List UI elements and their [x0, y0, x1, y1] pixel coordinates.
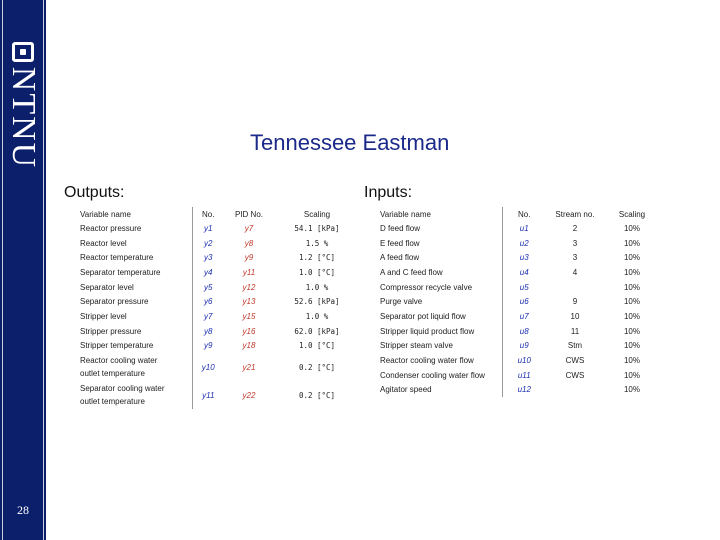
input-variable-name: Stripper liquid product flow	[378, 324, 502, 339]
output-scaling: 1.0 %	[305, 282, 329, 292]
outputs-row	[78, 309, 360, 324]
input-stream-no: 3	[572, 253, 578, 263]
output-variable-name	[78, 280, 192, 295]
input-no: u1	[519, 223, 529, 233]
output-variable-name-line: Separator cooling water	[80, 384, 165, 394]
inputs-col-scaling: Scaling	[618, 209, 646, 219]
output-variable-name-line: Separator temperature	[80, 267, 161, 277]
input-stream-no: 2	[572, 223, 578, 233]
page-number: 28	[17, 503, 29, 517]
sidebar	[0, 0, 46, 540]
input-no: u12	[517, 385, 531, 395]
outputs-row	[78, 280, 360, 295]
output-variable-name-line: Reactor level	[80, 238, 127, 248]
inputs-row	[378, 353, 660, 368]
output-variable-name	[78, 339, 192, 354]
input-no: u3	[519, 253, 529, 263]
inputs-row	[378, 324, 660, 339]
inputs-row	[378, 368, 660, 383]
outputs-header-row	[78, 207, 360, 221]
inputs-table	[378, 207, 660, 397]
input-variable-name: A feed flow	[378, 250, 502, 265]
input-variable-name: Reactor cooling water flow	[378, 353, 502, 368]
output-variable-name-line: outlet temperature	[80, 369, 145, 379]
input-stream-no: Stm	[567, 341, 583, 351]
output-no: y3	[204, 253, 213, 263]
output-scaling: 52.6 [kPa]	[294, 297, 340, 307]
output-variable-name	[78, 353, 192, 381]
input-variable-name: Agitator speed	[378, 383, 502, 398]
outputs-col-variable-name: Variable name	[78, 207, 192, 221]
input-scaling: 10%	[623, 311, 640, 321]
outputs-row	[78, 236, 360, 251]
output-variable-name-line: Reactor cooling water	[80, 356, 158, 366]
output-variable-name-line: Stripper temperature	[80, 341, 154, 351]
input-stream-no	[546, 280, 604, 295]
output-variable-name-line: Stripper level	[80, 311, 127, 321]
inputs-row	[378, 280, 660, 295]
input-scaling: 10%	[623, 253, 640, 263]
ntnu-logo-icon	[12, 42, 34, 62]
input-variable-name: Stripper steam valve	[378, 339, 502, 354]
input-no: u10	[517, 356, 531, 366]
input-scaling: 10%	[623, 238, 640, 248]
input-no: u5	[519, 282, 529, 292]
output-pid-no: y11	[242, 267, 256, 277]
inputs-col-variable-name: Variable name	[378, 207, 502, 221]
inputs-row	[378, 250, 660, 265]
output-pid-no: y13	[242, 297, 256, 307]
inputs-row	[378, 339, 660, 354]
slide-title: Tennessee Eastman	[250, 130, 450, 155]
output-scaling: 1.2 [°C]	[298, 253, 336, 263]
input-stream-no: CWS	[565, 370, 585, 380]
inputs-row	[378, 383, 660, 398]
outputs-row	[78, 221, 360, 236]
input-stream-no	[546, 383, 604, 398]
output-no: y10	[201, 362, 215, 372]
output-variable-name	[78, 236, 192, 251]
output-variable-name-line: Separator level	[80, 282, 134, 292]
input-scaling: 10%	[623, 370, 640, 380]
output-variable-name	[78, 381, 192, 409]
outputs-row	[78, 353, 360, 381]
output-no: y8	[204, 326, 213, 336]
input-scaling: 10%	[623, 356, 640, 366]
output-no: y7	[204, 311, 213, 321]
inputs-row	[378, 265, 660, 280]
inputs-row	[378, 294, 660, 309]
output-scaling: 54.1 [kPa]	[294, 223, 340, 233]
input-no: u9	[519, 341, 529, 351]
input-scaling: 10%	[623, 326, 640, 336]
output-variable-name	[78, 324, 192, 339]
outputs-col-pid-no: PID No.	[234, 209, 263, 219]
input-scaling: 10%	[623, 341, 640, 351]
input-stream-no: CWS	[565, 356, 585, 366]
output-no: y5	[204, 282, 213, 292]
ntnu-logo-text: NTNU	[5, 66, 42, 170]
output-no: y11	[202, 390, 215, 400]
outputs-heading: Outputs:	[64, 184, 125, 201]
input-stream-no: 11	[570, 326, 580, 336]
outputs-row	[78, 294, 360, 309]
output-no: y4	[204, 267, 213, 277]
outputs-col-no: No.	[202, 209, 215, 219]
inputs-col-stream-no: Stream no.	[555, 209, 595, 219]
output-variable-name-line: Reactor pressure	[80, 223, 142, 233]
outputs-row	[78, 324, 360, 339]
input-stream-no: 3	[572, 238, 578, 248]
input-variable-name: E feed flow	[378, 236, 502, 251]
output-scaling: 1.5 %	[305, 238, 329, 248]
inputs-heading: Inputs:	[364, 184, 413, 201]
output-no: y6	[204, 297, 213, 307]
outputs-row	[78, 339, 360, 354]
output-pid-no: y9	[244, 253, 254, 263]
input-no: u4	[519, 267, 529, 277]
input-variable-name: D feed flow	[378, 221, 502, 236]
output-variable-name	[78, 265, 192, 280]
output-pid-no: y12	[242, 282, 256, 292]
output-scaling: 1.0 [°C]	[298, 267, 336, 277]
input-no: u8	[519, 326, 529, 336]
output-pid-no: y15	[242, 311, 256, 321]
input-no: u7	[519, 311, 529, 321]
input-scaling: 10%	[623, 385, 640, 395]
input-scaling: 10%	[623, 282, 640, 292]
input-variable-name: Purge valve	[378, 294, 502, 309]
input-variable-name: Condenser cooling water flow	[378, 368, 502, 383]
output-scaling: 0.2 [°C]	[298, 390, 336, 400]
output-variable-name-line: Stripper pressure	[80, 326, 142, 336]
output-pid-no: y18	[242, 341, 256, 351]
outputs-row	[78, 381, 360, 409]
input-variable-name: Compressor recycle valve	[378, 280, 502, 295]
inputs-header-row	[378, 207, 660, 221]
output-variable-name-line: Separator pressure	[80, 297, 149, 307]
input-scaling: 10%	[623, 223, 640, 233]
output-scaling: 0.2 [°C]	[298, 362, 336, 372]
input-no: u2	[519, 238, 529, 248]
output-no: y1	[204, 223, 213, 233]
output-variable-name-line: Reactor temperature	[80, 253, 154, 263]
output-scaling: 62.0 [kPa]	[294, 326, 340, 336]
output-pid-no: y16	[242, 326, 256, 336]
input-stream-no: 9	[572, 297, 578, 307]
input-stream-no: 10	[570, 311, 580, 321]
inputs-row	[378, 221, 660, 236]
inputs-col-no: No.	[518, 209, 531, 219]
input-variable-name: Separator pot liquid flow	[378, 309, 502, 324]
outputs-table	[78, 207, 360, 409]
output-scaling: 1.0 %	[305, 311, 329, 321]
input-variable-name: A and C feed flow	[378, 265, 502, 280]
output-variable-name	[78, 294, 192, 309]
output-variable-name-line: outlet temperature	[80, 397, 145, 407]
input-scaling: 10%	[623, 297, 640, 307]
input-no: u11	[517, 370, 531, 380]
input-scaling: 10%	[623, 267, 640, 277]
outputs-row	[78, 250, 360, 265]
output-variable-name	[78, 250, 192, 265]
output-pid-no: y7	[244, 223, 254, 233]
output-pid-no: y8	[244, 238, 254, 248]
output-variable-name	[78, 221, 192, 236]
inputs-row	[378, 236, 660, 251]
input-stream-no: 4	[572, 267, 578, 277]
output-scaling: 1.0 [°C]	[298, 341, 336, 351]
output-variable-name	[78, 309, 192, 324]
output-no: y2	[204, 238, 213, 248]
output-no: y9	[204, 341, 213, 351]
inputs-row	[378, 309, 660, 324]
output-pid-no: y21	[242, 362, 256, 372]
input-no: u6	[519, 297, 529, 307]
outputs-col-scaling: Scaling	[303, 209, 331, 219]
outputs-row	[78, 265, 360, 280]
output-pid-no: y22	[242, 390, 256, 400]
